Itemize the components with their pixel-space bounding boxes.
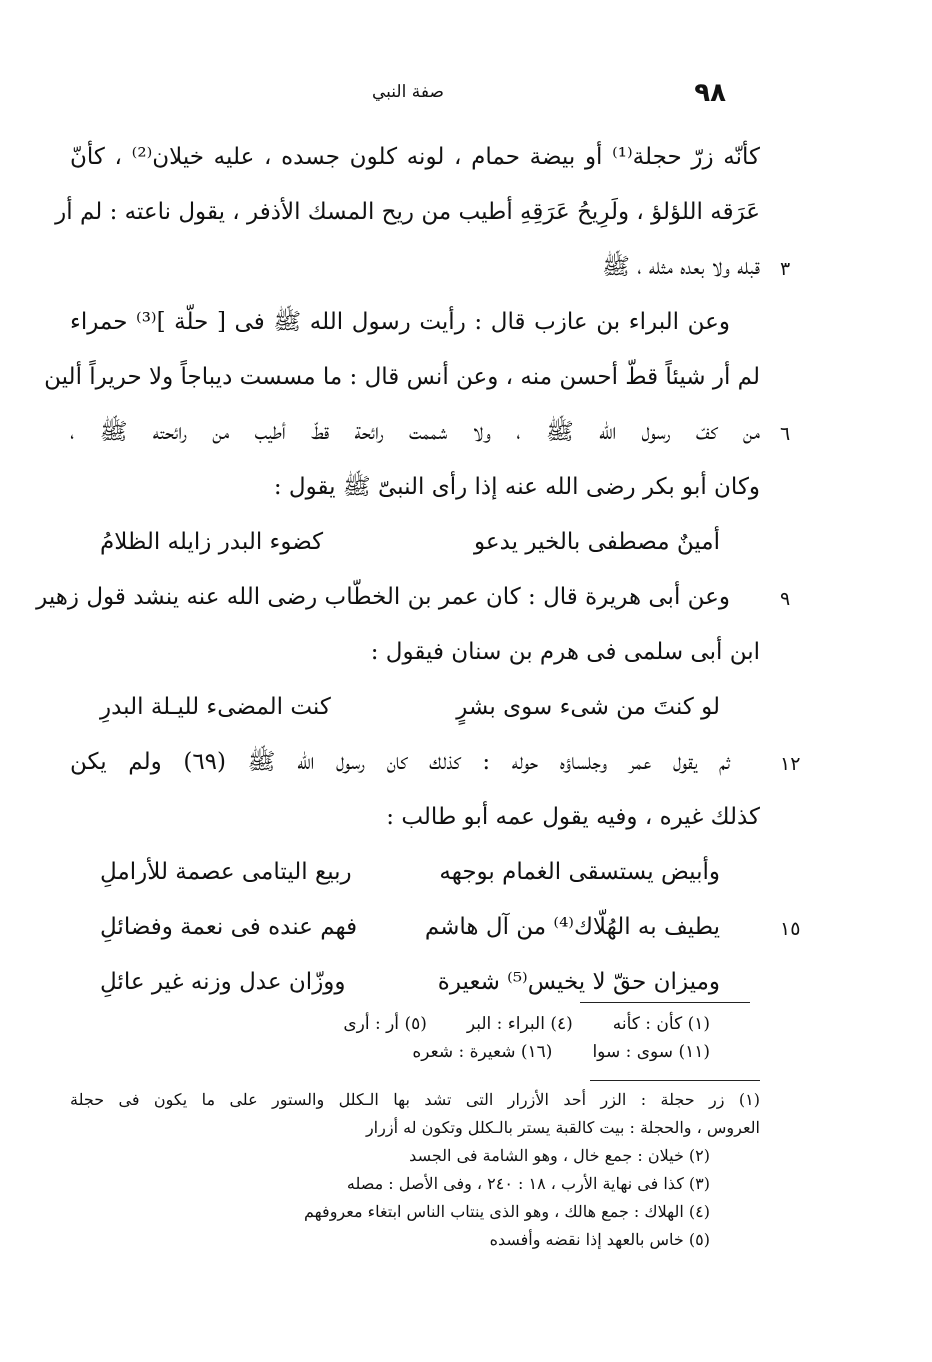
text-line: وعن أبى هريرة قال : كان عمر بن الخطّاب رضى الله عنه ينشد قول زهير <box>36 584 730 610</box>
variant-readings <box>230 1010 710 1066</box>
footnote: (٢) خيلان : جمع خال ، وهو الشامة فى الجسد <box>409 1146 710 1165</box>
variant-row <box>230 1038 710 1066</box>
variant-note: (١١) سوى : سوا <box>592 1042 710 1062</box>
verse-hemistich: يطيف به الهُلّاك⁽⁴⁾ من آل هاشم <box>424 914 720 940</box>
variant-note: (٤) البراء : البر <box>466 1014 573 1034</box>
line-number: ١٥ <box>780 918 801 940</box>
footnote: (١) زر حجلة : الزر أحد الأزرار التى تشد بها الـكلل والستور على ما يكون فى حجلة <box>70 1090 760 1109</box>
verse-hemistich: أمينٌ مصطفى بالخير يدعو <box>473 529 720 555</box>
text-line: من كفّ رسول الله ﷺ ، ولا شممت رائحة قطّ أطيب من رائحته ﷺ ، <box>70 419 760 445</box>
verse-hemistich: وميزان حقّ لا يخيس⁽⁵⁾ شعيرة <box>437 969 720 995</box>
verse-hemistich: فهم عنده فى نعمة وفضائلِ <box>100 914 358 940</box>
footnote-rule <box>590 1080 760 1081</box>
line-number: ٦ <box>780 423 791 445</box>
text-line: ثم يقول عمر وجلساؤه حوله : كذلك كان رسول الله ﷺ (٦٩) ولم يكن <box>70 749 730 775</box>
footnote: (٥) خاس بالعهد إذا نقضه وأفسده <box>489 1230 710 1249</box>
running-title: صفة النبي <box>372 82 444 102</box>
text-line: كأنّه زرّ حجلة⁽¹⁾ أو بيضة حمام ، لونه كلون جسده ، عليه خيلان⁽²⁾ ، كأنّ <box>70 144 760 170</box>
page-header <box>0 78 932 108</box>
footnotes <box>70 1086 760 1254</box>
variant-note: (١٦) شعيرة : شعره <box>412 1042 553 1062</box>
text-line: عَرَقه اللؤلؤ ، ولَرِيحُ عَرَقِهِ أطيب من ريح المسك الأذفر ، يقول ناعته : لم أر <box>55 199 760 225</box>
line-number: ٣ <box>780 258 791 280</box>
variant-note: (١) كأن : كأنه <box>612 1014 710 1034</box>
text-line: وعن البراء بن عازب قال : رأيت رسول الله ﷺ فى [ حلّة ]⁽³⁾ حمراء <box>70 309 730 335</box>
variant-row <box>230 1010 710 1038</box>
variant-note: (٥) أر : أرى <box>343 1014 427 1034</box>
verse-line <box>70 680 760 735</box>
text-line: لم أر شيئاً قطّ أحسن منه ، وعن أنس قال : ما مسست ديباجاً ولا حريراً ألين <box>44 364 760 390</box>
apparatus-rule <box>580 1002 750 1003</box>
verse-hemistich: كنت المضىء لليـلة البدرِ <box>100 694 331 720</box>
main-text <box>36 130 760 1010</box>
verse-line <box>70 845 760 900</box>
text-line: كذلك غيره ، وفيه يقول عمه أبو طالب : <box>386 804 760 830</box>
footnote: العروس ، والحجلة : بيت كالقبة يستر بالـكلل وتكون له أزرار <box>365 1118 760 1137</box>
text-line: قبله ولا بعده مثله ، ﷺ <box>602 254 760 280</box>
footnote: (٤) الهلاك : جمع هالك ، وهو الذى ينتاب الناس ابتغاء معروفهم <box>304 1202 710 1221</box>
verse-line <box>70 900 760 955</box>
verse-hemistich: وأبيض يستسقى الغمام بوجهه <box>439 859 720 885</box>
verse-hemistich: ووزّان عدل وزنه غير عائلِ <box>100 969 346 995</box>
footnote: (٣) كذا فى نهاية الأرب ، ١٨ : ٢٤٠ ، وفى الأصل : مصله <box>346 1174 710 1193</box>
text-line: ابن أبى سلمى فى هرم بن سنان فيقول : <box>370 639 760 665</box>
verse-hemistich: ربيع اليتامى عصمة للأراملِ <box>100 859 352 885</box>
page-number: ٩٨ <box>694 78 726 108</box>
verse-hemistich: كضوء البدر زايله الظلامُ <box>100 529 324 555</box>
verse-hemistich: لو كنتَ من شىء سوى بشرٍ <box>456 694 720 720</box>
line-number: ٩ <box>780 588 791 610</box>
verse-line <box>70 515 760 570</box>
text-line: وكان أبو بكر رضى الله عنه إذا رأى النبىّ ﷺ يقول : <box>273 474 760 500</box>
line-number: ١٢ <box>780 753 801 775</box>
